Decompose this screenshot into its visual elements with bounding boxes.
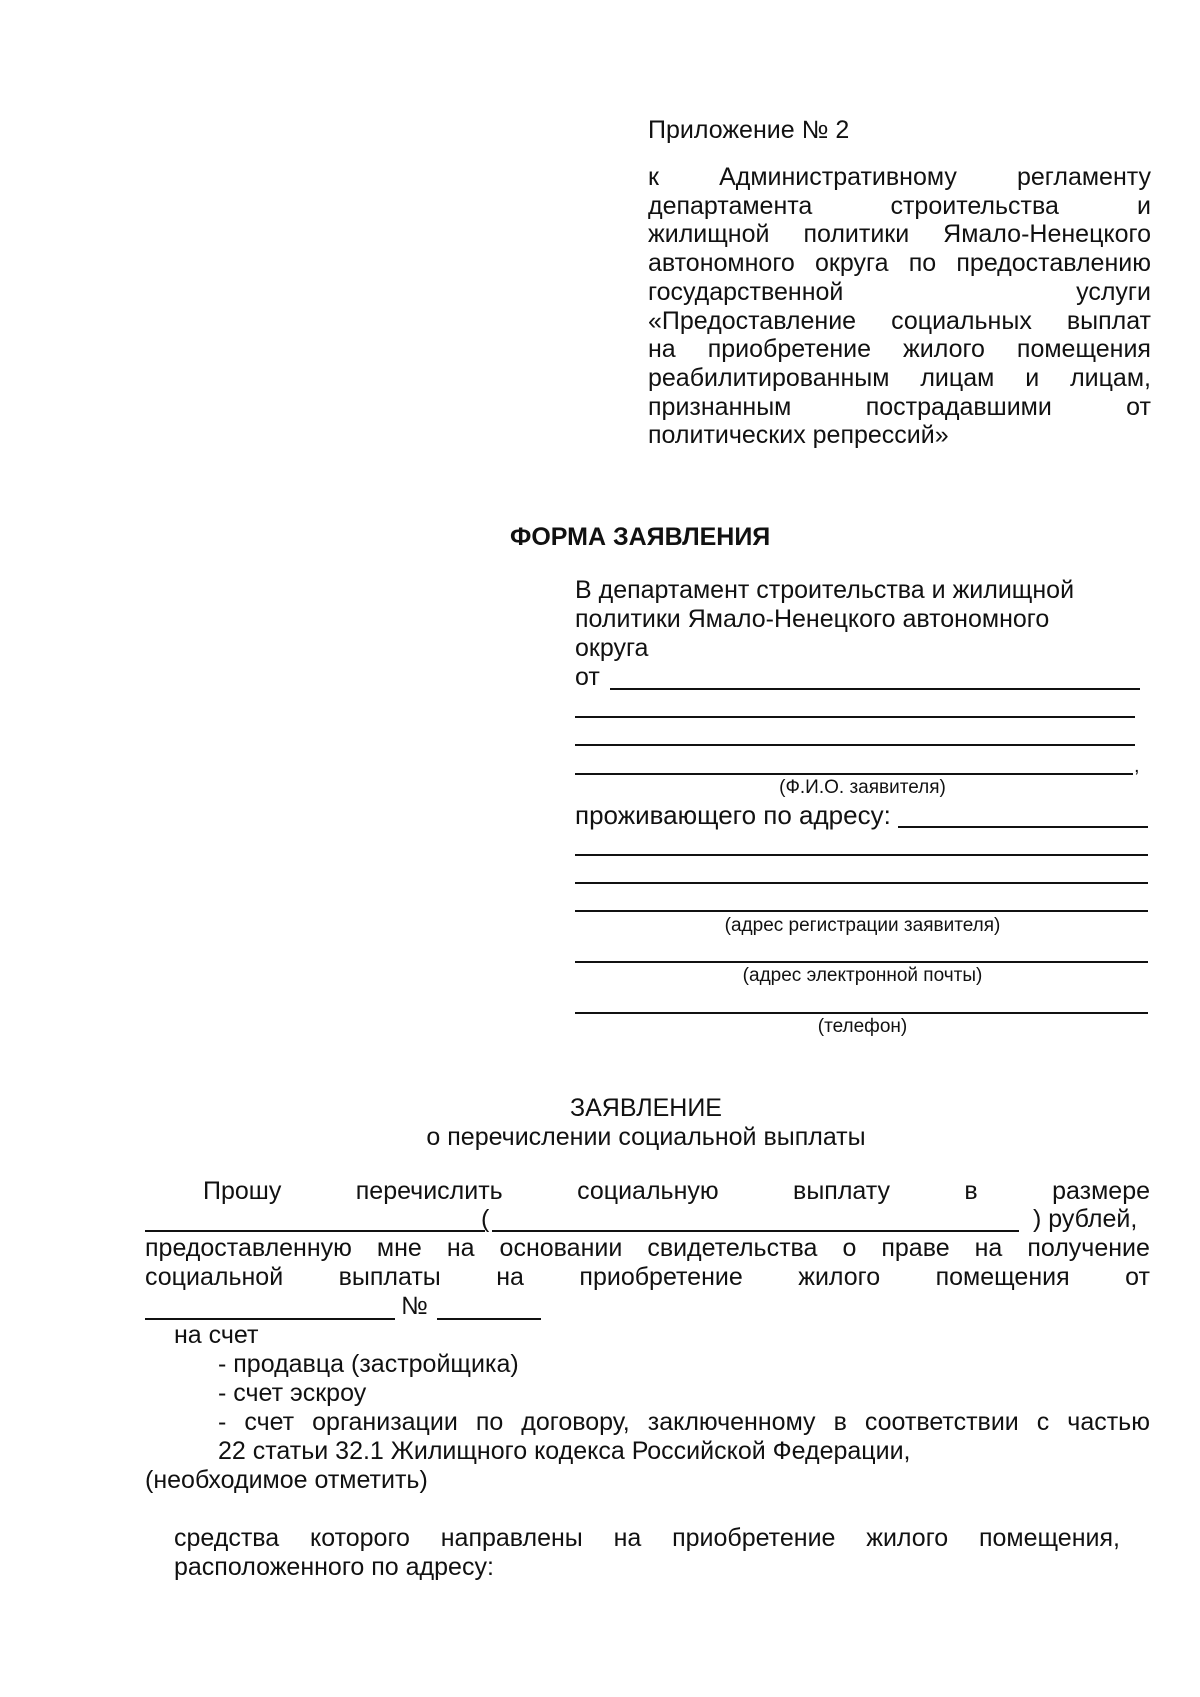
request-word: в — [964, 1177, 978, 1205]
appendix-word: Ямало-Ненецкого — [943, 220, 1151, 249]
amount-digits-field[interactable] — [145, 1230, 485, 1232]
request-word: основании — [499, 1234, 623, 1262]
request-word: мне — [376, 1234, 422, 1262]
request-word: помещения — [935, 1263, 1070, 1291]
address-field-4[interactable] — [575, 910, 1148, 912]
appendix-line — [648, 163, 1151, 192]
phone-caption: (телефон) — [817, 1016, 908, 1037]
request-word: на — [446, 1234, 475, 1262]
funds-word: на — [613, 1524, 642, 1552]
applicant-name-field-3[interactable] — [575, 744, 1135, 746]
appendix-line — [648, 335, 1151, 364]
open-paren: ( — [481, 1205, 490, 1233]
option-word: договору, — [521, 1408, 630, 1436]
appendix-word: и — [1137, 191, 1151, 220]
request-word: от — [1125, 1263, 1150, 1291]
request-word: жилого — [798, 1263, 881, 1291]
option-escrow[interactable]: - счет эскроу — [218, 1379, 367, 1407]
amount-words-field[interactable] — [492, 1230, 1019, 1232]
request-word: о — [842, 1234, 857, 1262]
appendix-word: реабилитированным — [648, 363, 890, 392]
appendix-line — [648, 307, 1151, 336]
residing-label: проживающего по адресу: — [575, 800, 891, 830]
addressee-line-3: округа — [575, 634, 649, 662]
request-word: выплату — [793, 1177, 891, 1205]
appendix-number: Приложение № 2 — [648, 116, 850, 144]
appendix-word: государственной — [648, 277, 844, 306]
address-caption: (адрес регистрации заявителя) — [724, 915, 1001, 936]
appendix-word: строительства — [890, 191, 1059, 220]
option-word: с — [1036, 1408, 1050, 1436]
funds-word: средства — [174, 1524, 280, 1552]
request-word: свидетельства — [647, 1234, 818, 1262]
appendix-word: пострадавшими — [865, 392, 1052, 421]
appendix-word: приобретение — [707, 335, 872, 364]
email-field[interactable] — [575, 961, 1148, 963]
request-word: социальную — [577, 1177, 719, 1205]
appendix-word: автономного — [648, 249, 795, 278]
option-organization[interactable] — [218, 1408, 1150, 1437]
addressee-line-1: В департамент строительства и жилищной — [575, 576, 1075, 604]
funds-word: приобретение — [672, 1524, 836, 1552]
option-word: счет — [244, 1408, 295, 1436]
appendix-word: социальных — [891, 306, 1032, 335]
appendix-word: «Предоставление — [648, 306, 857, 335]
request-word: на — [496, 1263, 524, 1291]
number-sign: № — [401, 1292, 428, 1320]
option-word: - — [218, 1408, 227, 1436]
option-word: соответствии — [864, 1408, 1019, 1436]
request-word: перечислить — [355, 1177, 503, 1205]
applicant-name-field-1[interactable] — [610, 688, 1140, 690]
phone-field[interactable] — [575, 1012, 1148, 1014]
appendix-line — [648, 192, 1151, 221]
appendix-word: регламенту — [1017, 163, 1151, 191]
addressee-line-2: политики Ямало-Ненецкого автономного — [575, 605, 1050, 633]
appendix-word: от — [1126, 392, 1151, 421]
appendix-word: департамента — [648, 191, 813, 220]
option-organization-line-2: 22 статьи 32.1 Жилищного кодекса Российской Федерации, — [218, 1437, 911, 1465]
appendix-word: и — [1025, 363, 1040, 392]
appendix-word: помещения — [1016, 335, 1151, 364]
appendix-word: выплат — [1066, 306, 1151, 335]
appendix-line — [648, 278, 1151, 307]
request-line-3 — [145, 1234, 1150, 1263]
option-seller[interactable]: - продавца (застройщика) — [218, 1350, 519, 1378]
name-comma: , — [1134, 755, 1140, 777]
rubles-label: ) рублей, — [1033, 1205, 1138, 1233]
appendix-word: на — [648, 335, 676, 364]
option-word: организации — [312, 1408, 458, 1436]
request-word: на — [974, 1234, 1003, 1262]
account-label: на счет — [174, 1321, 259, 1349]
appendix-word: лицам, — [1070, 363, 1151, 392]
appendix-word: политических репрессий» — [648, 421, 949, 450]
request-word: праве — [881, 1234, 950, 1262]
appendix-word: предоставлению — [956, 249, 1151, 278]
appendix-line — [648, 393, 1151, 422]
appendix-word: политики — [803, 220, 910, 249]
appendix-line — [648, 421, 1151, 450]
appendix-line — [648, 364, 1151, 393]
request-word: размере — [1052, 1177, 1150, 1205]
address-field-3[interactable] — [575, 882, 1148, 884]
appendix-word: признанным — [648, 392, 792, 421]
appendix-word: по — [908, 249, 937, 278]
statement-subtitle: о перечислении социальной выплаты — [426, 1123, 866, 1151]
appendix-word: жилого — [903, 335, 985, 364]
request-word: выплаты — [338, 1263, 441, 1291]
appendix-word: округа — [815, 249, 889, 278]
applicant-name-field-4[interactable] — [575, 773, 1133, 775]
funds-word: жилого — [866, 1524, 949, 1552]
funds-word: направлены — [440, 1524, 583, 1552]
appendix-word: услуги — [1076, 277, 1151, 306]
request-word: Прошу — [203, 1177, 282, 1205]
from-label: от — [575, 663, 600, 691]
certificate-date-field[interactable] — [145, 1318, 395, 1320]
request-word: приобретение — [579, 1263, 743, 1291]
option-word: заключенному — [647, 1408, 816, 1436]
appendix-word: к — [648, 163, 659, 191]
option-word: частью — [1067, 1408, 1150, 1436]
funds-word: помещения, — [978, 1524, 1120, 1552]
statement-title: ЗАЯВЛЕНИЕ — [569, 1094, 722, 1122]
appendix-line — [648, 249, 1151, 278]
appendix-word: лицам — [920, 363, 995, 392]
appendix-line — [648, 220, 1151, 249]
funds-line-1 — [174, 1524, 1120, 1553]
funds-line-2: расположенного по адресу: — [174, 1553, 494, 1581]
request-word: социальной — [145, 1263, 284, 1291]
address-field-1[interactable] — [898, 826, 1148, 828]
option-word: по — [475, 1408, 504, 1436]
funds-word: которого — [310, 1524, 410, 1552]
mark-note: (необходимое отметить) — [145, 1466, 428, 1494]
request-word: получение — [1027, 1234, 1150, 1262]
certificate-number-field[interactable] — [437, 1318, 541, 1320]
appendix-description — [648, 163, 1151, 450]
fio-caption: (Ф.И.О. заявителя) — [779, 777, 946, 798]
option-word: в — [833, 1408, 847, 1436]
address-field-2[interactable] — [575, 854, 1148, 856]
appendix-word: Административному — [719, 163, 957, 191]
email-caption: (адрес электронной почты) — [742, 965, 983, 986]
request-line-4 — [145, 1263, 1150, 1292]
appendix-word: жилищной — [648, 220, 770, 249]
form-title: ФОРМА ЗАЯВЛЕНИЯ — [510, 523, 771, 551]
request-line-1 — [203, 1177, 1150, 1206]
request-word: предоставленную — [145, 1234, 352, 1262]
applicant-name-field-2[interactable] — [575, 716, 1135, 718]
